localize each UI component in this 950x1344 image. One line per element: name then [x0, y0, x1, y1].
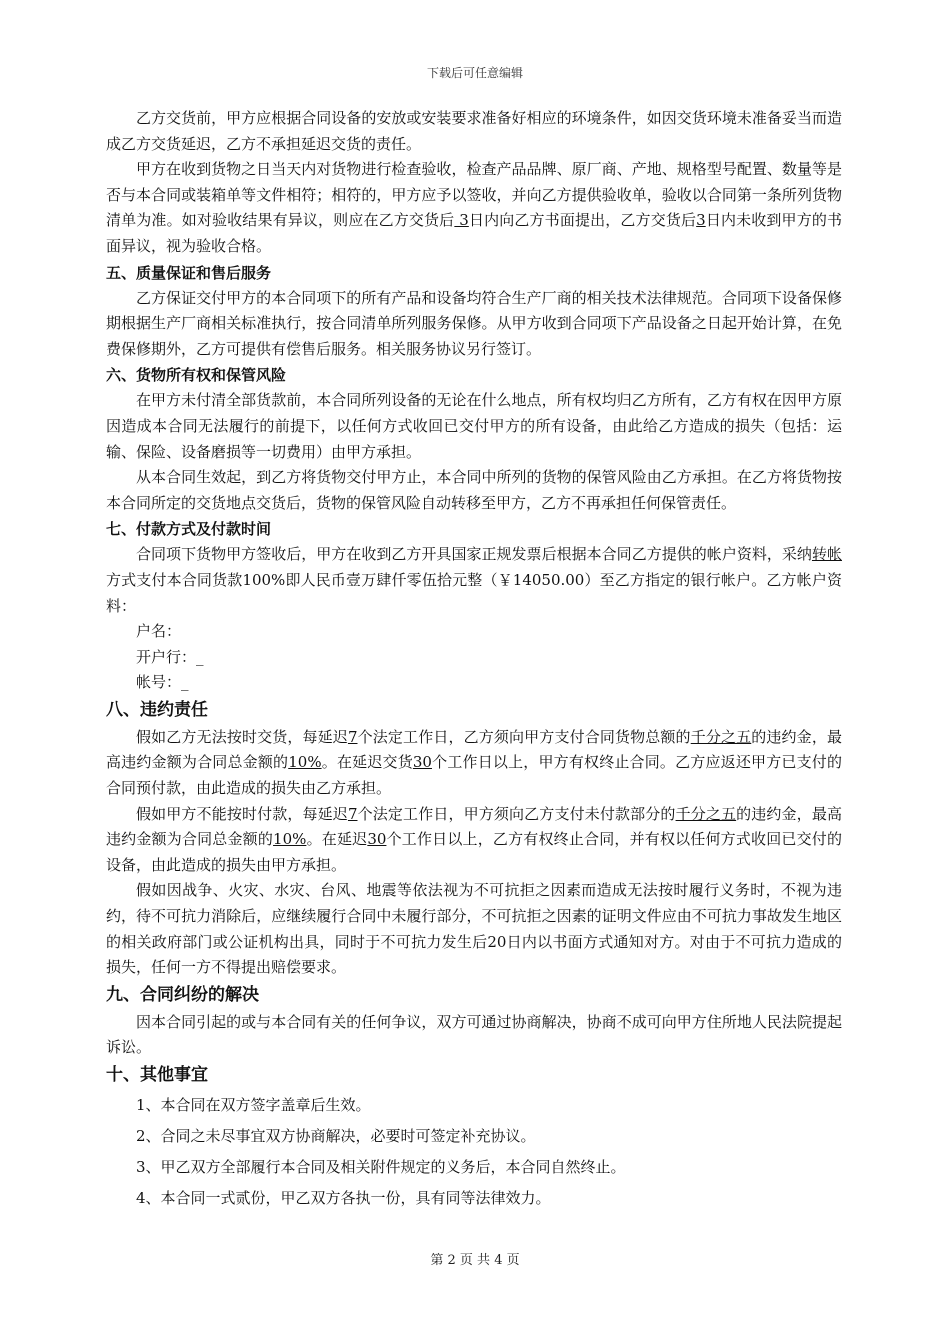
payment-text-1: 合同项下货物甲方签收后，甲方在收到乙方开具国家正规发票后根据本合同乙方提供的帐户资料，采纳 [136, 545, 812, 564]
delay-days: 7 [347, 727, 358, 746]
delivery-environment-paragraph: 乙方交货前，甲方应根据合同设备的安放或安装要求准备好相应的环境条件，如因交货环境未准备妥当而造成乙方交货延迟，乙方不承担延迟交货的责任。 [106, 109, 842, 153]
termination-days: 30 [367, 830, 387, 849]
warranty-paragraph: 乙方保证交付甲方的本合同项下的所有产品和设备均符合生产厂商的相关技术法律规范。合同项下设备保修期根据生产厂商相关标准执行，按合同清单所列服务保修。从甲方收到合同项下产品设备之日起开始计算，在免费保修期外，乙方可提供有偿售后服务。相关服务协议另行签订。 [106, 288, 842, 358]
section-10-heading: 十、其他事宜 [106, 1065, 208, 1085]
section-6-heading: 六、货物所有权和保管风险 [106, 366, 287, 385]
breach-text: 个法定工作日，乙方须向甲方支付合同货物总额的 [357, 727, 691, 746]
document-body [106, 106, 842, 1214]
account-number-line: 帐号：_ [136, 673, 189, 692]
delay-days: 7 [347, 804, 358, 823]
breach-text: 假如甲方不能按时付款，每延迟 [136, 804, 348, 823]
section-8-heading: 八、违约责任 [106, 699, 208, 720]
list-item: 1、本合同在双方签字盖章后生效。 [136, 1096, 371, 1114]
payment-paragraph [106, 542, 842, 619]
penalty-rate: 千分之五 [675, 804, 737, 823]
force-majeure-paragraph: 假如因战争、火灾、水灾、台风、地震等依法视为不可抗拒之因素而造成无法按时履行义务时，不视为违约，待不可抗力消除后，应继续履行合同中未履行部分，不可抗拒之因素的证明文件应由不可抗力事故发生地区的相关政府部门或公证机构出具，同时于不可抗力发生后20日内以书面方式通知对方。对由于不可抗力造成的损失，任何一方不得提出赔偿要求。 [106, 881, 842, 977]
dispute-paragraph: 因本合同引起的或与本合同有关的任何争议，双方可通过协商解决，协商不成可向甲方住所地人民法院提起诉讼。 [106, 1012, 842, 1057]
account-name-line: 户名： [136, 622, 182, 641]
breach-text: 个工作日以上，甲方有权终止合同。乙方应返还甲方已支付的合同预付款，由此造成的损失由乙方承担。 [106, 753, 842, 798]
payment-text-2: 方式支付本合同货款100%即人民币壹万肆仟零伍拾元整（￥14050.00）至乙方指定的银行帐户。乙方帐户资料： [106, 570, 842, 615]
breach-text: 。在延迟 [306, 830, 368, 849]
breach-text: 个法定工作日，甲方须向乙方支付未付款部分的 [357, 804, 676, 823]
bank-line: 开户行：_ [136, 647, 204, 666]
list-item: 3、甲乙双方全部履行本合同及相关附件规定的义务后，本合同自然终止。 [136, 1158, 626, 1176]
acceptance-text-3: 日内未收到甲方的书面异议，视为验收合格。 [106, 211, 842, 255]
penalty-max: 10% [288, 753, 322, 772]
acceptance-text-1: 甲方在收到货物之日当天内对货物进行检查验收，检查产品品牌、原厂商、产地、规格型号配置、数量等是否与本合同或装箱单等文件相符；相符的，甲方应予以签收，并向乙方提供验收单，验收以合同第一条所列货物清单为准。如对验收结果有异议，则应在乙方交货后 [106, 160, 842, 230]
page-number-footer: 第 2 页 共 4 页 [430, 1253, 520, 1268]
section-5-heading: 五、质量保证和售后服务 [106, 263, 272, 282]
seller-breach-paragraph [106, 725, 842, 802]
breach-text: 个工作日以上，乙方有权终止合同，并有权以任何方式收回已交付的设备，由此造成的损失由甲方承担。 [106, 830, 842, 874]
page-header: 下载后可任意编辑 [426, 66, 523, 80]
penalty-rate: 千分之五 [690, 727, 752, 746]
objection-days-1: 3 [454, 211, 469, 230]
objection-days-2: 3 [696, 211, 706, 230]
ownership-paragraph: 在甲方未付清全部货款前，本合同所列设备的无论在什么地点，所有权均归乙方所有，乙方有权在因甲方原因造成本合同无法履行的前提下，以任何方式收回已交付甲方的所有设备，由此给乙方造成的损失（包括：运输、保险、设备磨损等一切费用）由甲方承担。 [106, 391, 842, 461]
section-7-heading: 七、付款方式及付款时间 [106, 520, 272, 539]
breach-text: 的违约金，最高违约金额为合同总金额的 [106, 727, 842, 772]
custody-risk-paragraph: 从本合同生效起，到乙方将货物交付甲方止，本合同中所列的货物的保管风险由乙方承担。在乙方将货物按本合同所定的交货地点交货后，货物的保管风险自动转移至甲方，乙方不再承担任何保管责任。 [106, 468, 842, 512]
buyer-breach-paragraph [106, 802, 842, 879]
acceptance-paragraph [106, 157, 842, 259]
breach-text: 的违约金，最高违约金额为合同总金额的 [106, 804, 842, 849]
termination-days: 30 [412, 753, 432, 772]
payment-method: 转帐 [811, 545, 842, 564]
breach-text: 。在延迟交货 [321, 753, 413, 772]
list-item: 4、本合同一式贰份，甲乙双方各执一份，具有同等法律效力。 [136, 1189, 551, 1207]
list-item: 2、合同之未尽事宜双方协商解决，必要时可签定补充协议。 [136, 1127, 536, 1145]
penalty-max: 10% [273, 830, 307, 849]
section-9-heading: 九、合同纠纷的解决 [106, 984, 259, 1005]
acceptance-text-2: 日内向乙方书面提出，乙方交货后 [468, 211, 697, 230]
breach-text: 假如乙方无法按时交货，每延迟 [136, 727, 348, 746]
